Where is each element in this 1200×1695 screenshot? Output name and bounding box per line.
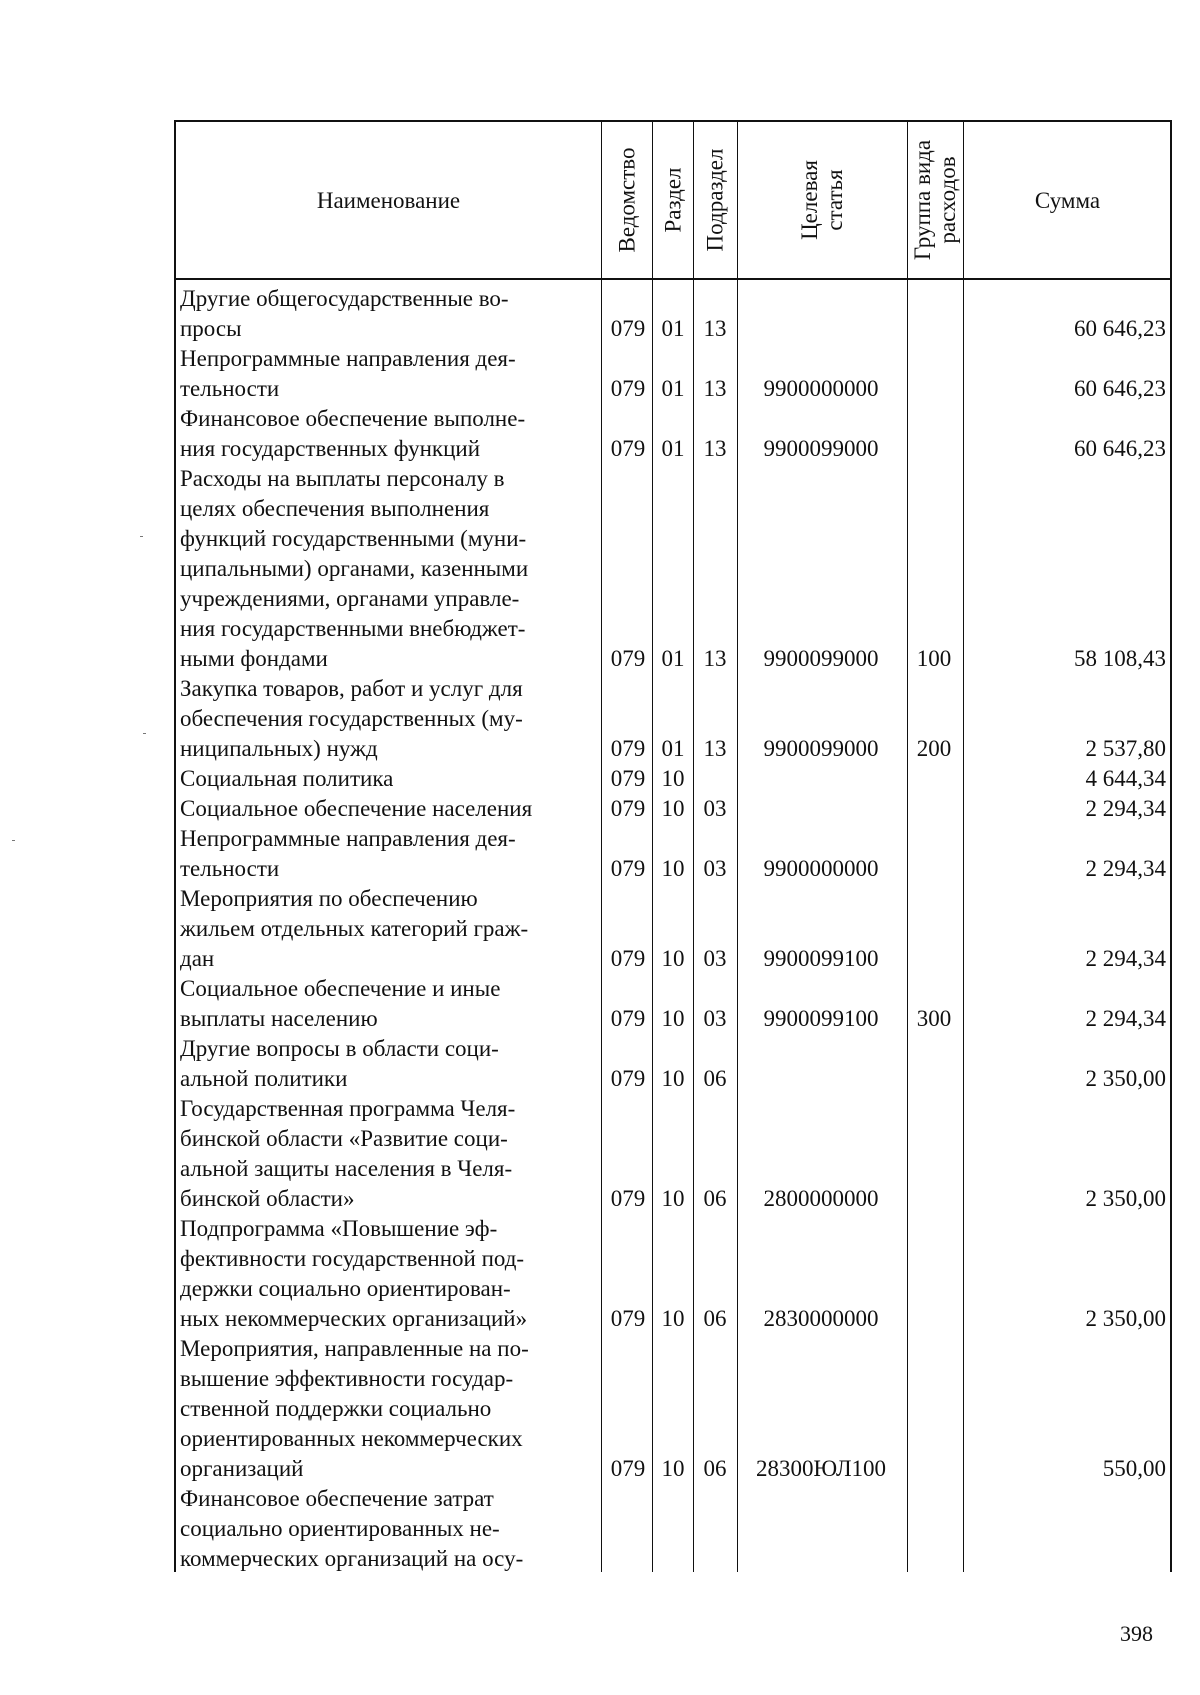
row-name-line: ных некоммерческих организаций»	[180, 1306, 528, 1331]
row-name-line: Непрограммные направления дея-	[180, 826, 516, 851]
row-subsection: 13	[703, 316, 727, 341]
row-name-line: ными фондами	[180, 646, 328, 671]
row-section: 01	[661, 436, 685, 461]
row-name	[180, 1334, 597, 1484]
table-row	[176, 824, 1170, 884]
row-sum: 2 294,34	[1085, 796, 1166, 821]
row-subsection: 13	[703, 736, 727, 761]
header-sum-label: Сумма	[1034, 187, 1101, 213]
header-name	[176, 122, 601, 278]
row-name	[180, 344, 597, 404]
table-row	[176, 674, 1170, 764]
row-name-line: Другие общегосударственные во-	[180, 286, 509, 311]
row-expense-group: 200	[916, 736, 952, 761]
row-subsection: 13	[703, 376, 727, 401]
row-name-line: Социальное обеспечение и иные	[180, 976, 501, 1001]
row-name	[180, 284, 597, 344]
row-name-line: тельности	[180, 376, 280, 401]
row-section: 01	[661, 646, 685, 671]
scan-speck	[143, 733, 146, 734]
row-name-line: Другие вопросы в области соци-	[180, 1036, 499, 1061]
row-section: 10	[661, 1306, 685, 1331]
row-department: 079	[610, 946, 646, 971]
header-expense-group-label	[910, 140, 960, 260]
row-subsection: 03	[703, 796, 727, 821]
row-department: 079	[610, 796, 646, 821]
header-target-article-line1: Целевая	[797, 160, 822, 240]
row-section: 10	[661, 1006, 685, 1031]
row-name-line: альной защиты населения в Челя-	[180, 1156, 513, 1181]
table-row	[176, 1484, 1170, 1574]
table-row	[176, 284, 1170, 344]
row-name-line: Социальное обеспечение населения	[180, 796, 533, 821]
row-name-line: Государственная программа Челя-	[180, 1096, 516, 1121]
table-body	[176, 278, 1170, 1572]
header-target-article	[737, 122, 907, 278]
row-sum: 4 644,34	[1085, 766, 1166, 791]
row-name	[180, 884, 597, 974]
header-expense-group	[907, 122, 963, 278]
row-name	[180, 794, 597, 824]
row-name-line: ния государственных функций	[180, 436, 480, 461]
row-department: 079	[610, 1066, 646, 1091]
row-sum: 58 108,43	[1074, 646, 1166, 671]
row-name	[180, 1094, 597, 1214]
row-name-line: держки социально ориентирован-	[180, 1276, 511, 1301]
row-name-line: целях обеспечения выполнения	[180, 496, 490, 521]
row-section: 10	[661, 1066, 685, 1091]
table-row	[176, 1334, 1170, 1484]
row-name-line: ципальными) органами, казенными	[180, 556, 529, 581]
row-name-line: бинской области»	[180, 1186, 355, 1211]
header-department	[601, 122, 652, 278]
row-sum: 60 646,23	[1074, 316, 1166, 341]
row-sum: 2 350,00	[1085, 1186, 1166, 1211]
row-section: 01	[661, 316, 685, 341]
row-subsection: 06	[703, 1306, 727, 1331]
row-name-line: коммерческих организаций на осу-	[180, 1546, 524, 1571]
row-name	[180, 1214, 597, 1334]
row-department: 079	[610, 376, 646, 401]
row-subsection: 13	[703, 436, 727, 461]
scan-speck	[140, 536, 143, 537]
row-sum: 2 294,34	[1085, 1006, 1166, 1031]
table-row	[176, 974, 1170, 1034]
row-name-line: ниципальных) нужд	[180, 736, 378, 761]
row-name-line: учреждениями, органами управле-	[180, 586, 520, 611]
row-subsection: 06	[703, 1066, 727, 1091]
table-row	[176, 1034, 1170, 1094]
row-department: 079	[610, 856, 646, 881]
row-name-line: функций государственными (муни-	[180, 526, 527, 551]
table-row	[176, 794, 1170, 824]
row-name-line: организаций	[180, 1456, 304, 1481]
row-name-line: Расходы на выплаты персоналу в	[180, 466, 505, 491]
row-sum: 2 350,00	[1085, 1066, 1166, 1091]
row-sum: 550,00	[1102, 1456, 1166, 1481]
row-name	[180, 764, 597, 794]
table-row	[176, 1094, 1170, 1214]
row-department: 079	[610, 1306, 646, 1331]
row-name-line: ственной поддержки социально	[180, 1396, 492, 1421]
row-sum: 2 537,80	[1085, 736, 1166, 761]
header-target-article-line2: статья	[822, 169, 847, 231]
row-target-article: 2800000000	[763, 1186, 879, 1211]
row-department: 079	[610, 1456, 646, 1481]
row-section: 10	[661, 1186, 685, 1211]
header-expense-group-line2: расходов	[935, 156, 960, 244]
row-subsection: 06	[703, 1186, 727, 1211]
row-sum: 60 646,23	[1074, 376, 1166, 401]
row-department: 079	[610, 646, 646, 671]
row-target-article: 9900099000	[763, 736, 879, 761]
row-name-line: Мероприятия по обеспечению	[180, 886, 478, 911]
row-section: 10	[661, 766, 685, 791]
row-name	[180, 674, 597, 764]
row-subsection: 03	[703, 1006, 727, 1031]
table-row	[176, 884, 1170, 974]
row-target-article: 2830000000	[763, 1306, 879, 1331]
header-name-label: Наименование	[316, 187, 461, 213]
row-target-article: 9900000000	[763, 376, 879, 401]
row-name-line: Мероприятия, направленные на по-	[180, 1336, 529, 1361]
row-name-line: ния государственными внебюджет-	[180, 616, 526, 641]
table-row	[176, 464, 1170, 674]
header-target-article-label	[797, 160, 847, 240]
row-department: 079	[610, 316, 646, 341]
header-sum	[963, 122, 1172, 278]
row-sum: 2 350,00	[1085, 1306, 1166, 1331]
row-section: 10	[661, 946, 685, 971]
table-row	[176, 764, 1170, 794]
row-name-line: вышение эффективности государ-	[180, 1366, 514, 1391]
row-subsection: 06	[703, 1456, 727, 1481]
table-row	[176, 1214, 1170, 1334]
row-name-line: ориентированных некоммерческих	[180, 1426, 523, 1451]
row-sum: 2 294,34	[1085, 856, 1166, 881]
row-name-line: жильем отдельных категорий граж-	[180, 916, 529, 941]
row-target-article: 9900099000	[763, 436, 879, 461]
row-section: 01	[661, 376, 685, 401]
header-section	[652, 122, 693, 278]
row-subsection: 03	[703, 856, 727, 881]
row-section: 10	[661, 856, 685, 881]
row-department: 079	[610, 766, 646, 791]
row-name	[180, 404, 597, 464]
header-section-label: Раздел	[660, 167, 685, 233]
row-name	[180, 974, 597, 1034]
header-subsection	[693, 122, 737, 278]
row-target-article: 9900000000	[763, 856, 879, 881]
row-name-line: фективности государственной под-	[180, 1246, 525, 1271]
row-name	[180, 1484, 597, 1574]
row-sum: 60 646,23	[1074, 436, 1166, 461]
row-name-line: Финансовое обеспечение выполне-	[180, 406, 526, 431]
row-name-line: бинской области «Развитие соци-	[180, 1126, 508, 1151]
row-name-line: выплаты населению	[180, 1006, 378, 1031]
row-department: 079	[610, 736, 646, 761]
row-name-line: Подпрограмма «Повышение эф-	[180, 1216, 498, 1241]
table-header	[176, 122, 1170, 280]
row-name-line: социально ориентированных не-	[180, 1516, 500, 1541]
row-name-line: тельности	[180, 856, 280, 881]
scan-speck	[12, 840, 15, 841]
row-expense-group: 100	[916, 646, 952, 671]
row-expense-group: 300	[916, 1006, 952, 1031]
header-department-label: Ведомство	[614, 147, 639, 253]
row-name-line: обеспечения государственных (му-	[180, 706, 523, 731]
row-name-line: Финансовое обеспечение затрат	[180, 1486, 494, 1511]
row-sum: 2 294,34	[1085, 946, 1166, 971]
row-name-line: просы	[180, 316, 242, 341]
row-department: 079	[610, 1006, 646, 1031]
page-number: 398	[1120, 1621, 1153, 1646]
table-row	[176, 344, 1170, 404]
row-target-article: 9900099100	[763, 946, 879, 971]
row-subsection: 13	[703, 646, 727, 671]
row-section: 10	[661, 1456, 685, 1481]
row-target-article: 9900099000	[763, 646, 879, 671]
budget-table	[174, 120, 1172, 1572]
row-section: 01	[661, 736, 685, 761]
row-section: 10	[661, 796, 685, 821]
row-name-line: дан	[180, 946, 215, 971]
row-name	[180, 1034, 597, 1094]
row-name-line: альной политики	[180, 1066, 348, 1091]
row-name	[180, 464, 597, 674]
row-name-line: Непрограммные направления дея-	[180, 346, 516, 371]
row-name-line: Социальная политика	[180, 766, 394, 791]
table-row	[176, 404, 1170, 464]
row-department: 079	[610, 1186, 646, 1211]
header-subsection-label: Подраздел	[702, 148, 728, 252]
row-subsection: 03	[703, 946, 727, 971]
row-name-line: Закупка товаров, работ и услуг для	[180, 676, 523, 701]
row-target-article: 9900099100	[763, 1006, 879, 1031]
header-expense-group-line1: Группа вида	[910, 139, 935, 261]
row-department: 079	[610, 436, 646, 461]
row-target-article: 28300ЮЛ100	[755, 1456, 887, 1481]
row-name	[180, 824, 597, 884]
